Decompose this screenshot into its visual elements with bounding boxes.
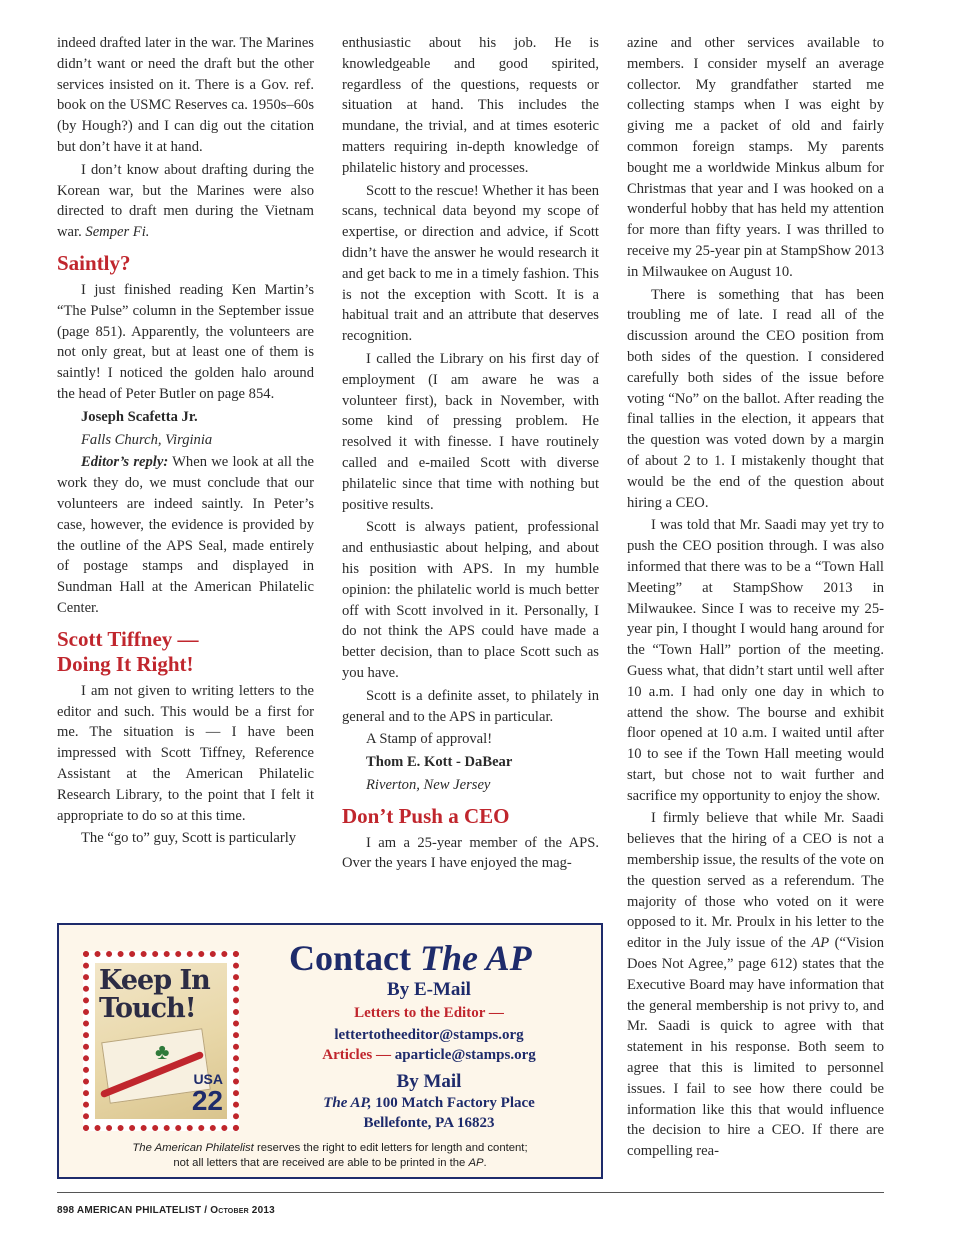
mail-address-line1: The AP, 100 Match Factory Place bbox=[323, 1095, 535, 1111]
footer-rule bbox=[57, 1192, 884, 1193]
editor-reply-label: Editor’s reply: bbox=[81, 454, 169, 471]
paragraph: Scott is always patient, professional and enthusiastic about helping, and about his position with APS. In my humble opinion: the philatelic world is much better off with Scott involved in it. Personally, I do not think the APS could have made a better decision, than to place Scott such as you have. bbox=[342, 519, 599, 681]
paragraph: enthusiastic about his job. He is knowledgeable and good spirited, regardless of the questions, requests or situation at hand. This includes the mundane, the trivial, and at times esoteric matters requiring in-depth knowledge of philatelic history and processes. bbox=[342, 35, 599, 176]
paragraph: There is something that has been troubling me of late. I read all of the discussion around the CEO position from both sides of the question. I considered carefully both sides of the issue before voting “No” on the ballot. After reading the final tallies in the election, it appears that the question was voted down by a margin of about 2 to 1. I mistakenly thought that would be the end of the question about hiring a CEO. bbox=[627, 286, 884, 511]
page-number: 898 bbox=[57, 1205, 75, 1216]
paragraph: I firmly believe that while Mr. Saadi believes that the hiring of a CEO is not a membership issue, the results of the vote on the question served as a referendum. The majority of those who voted on it were opposed to it. Mr. Proulx in his letter to the editor in the July issue of the AP (“Vision Does Not Agree,” page 612) states that the Executive Board may have information that the general membership is not privy to, and Mr. Saadi is quick to agree with that statement in his response. Both seem to agree that this is limited to personnel issues. I fail to see how there could be information like this that would influence the decision to hire a CEO. If there are compelling rea- bbox=[627, 810, 884, 1160]
contact-title: Contact The AP bbox=[289, 938, 532, 978]
signature-place: Riverton, New Jersey bbox=[366, 776, 491, 793]
paragraph: I don’t know about drafting during the Korean war, but the Marines were also directed to draft men during the Vietnam war. Semper Fi. bbox=[57, 161, 314, 241]
paragraph: I am not given to writing letters to the editor and such. This would be a first for me. The situation is — I have been impressed with Scott Tiffney, Reference Assistant at the American Philatelic Research Library, to the point that I felt it appropriate to do so at this time. bbox=[57, 682, 314, 824]
editor-reply: Editor’s reply: When we look at all the work they do, we must conclude that our volunteers are indeed saintly. In Peter’s case, however, the evidence is provided by the outline of the APS Seal, made entirely of postage stamps and displayed in Sundman Hall at the American Philatelic Center. bbox=[57, 454, 315, 616]
signature-name: Thom E. Kott - DaBear bbox=[366, 754, 513, 771]
column-1 bbox=[57, 33, 314, 851]
keep-in-touch-stamp bbox=[83, 951, 239, 1131]
paragraph: The “go to” guy, Scott is particularly bbox=[81, 830, 297, 847]
paragraph: I called the Library on his first day of employment (I am aware he was a volunteer first), back in November, with some kind of pressing problem. He resolved it with finesse. I have routinely called and e-mailed Scott with diverse philatelic since that time with nothing but positive results. bbox=[342, 350, 599, 513]
articles-line bbox=[259, 1047, 599, 1064]
column-2 bbox=[342, 33, 599, 876]
paragraph: I am a 25-year member of the APS. Over the years I have enjoyed the mag- bbox=[342, 834, 599, 872]
stamp-denomination: USA 22 bbox=[191, 1071, 223, 1116]
paragraph: I just finished reading Ken Martin’s “The Pulse” column in the September issue (page 851). Apparently, the volunteers are not only great, but at least one of them is saintly! I noticed the golden halo around the head of Peter Butler on page 854. bbox=[57, 281, 314, 402]
disclaimer: The American Philatelist reserves the right to edit letters for length and content; not all letters that are received are able to be printed in the AP. bbox=[132, 1142, 528, 1169]
paragraph: indeed drafted later in the war. The Marines didn’t want or need the draft but the other services insisted on it. There is a Gov. ref. book on the USMC Reserves ca. 1950s–60s (by Hough?) and I can dig out the citation but don’t have it at hand. bbox=[57, 35, 314, 155]
by-mail-heading: By Mail bbox=[396, 1071, 462, 1092]
heading-scott-tiffney: Scott Tiffney — Doing It Right! bbox=[57, 626, 199, 676]
heading-dont-push-ceo: Don’t Push a CEO bbox=[342, 803, 510, 828]
paragraph: Scott is a definite asset, to philately in general and to the APS in particular. bbox=[342, 687, 599, 725]
publication-name: AMERICAN PHILATELIST bbox=[76, 1205, 202, 1216]
by-email-heading: By E-Mail bbox=[387, 979, 471, 1000]
signature-name: Joseph Scafetta Jr. bbox=[81, 408, 198, 425]
page-footer: 898 AMERICAN PHILATELIST / October 2013 bbox=[57, 1205, 275, 1216]
letters-email-link[interactable]: lettertotheeditor@stamps.org bbox=[334, 1027, 524, 1043]
semper-fi: Semper Fi. bbox=[85, 224, 150, 241]
letters-label: Letters to the Editor — bbox=[354, 1005, 504, 1021]
paragraph: I was told that Mr. Saadi may yet try to push the CEO position through. I was also informed that there was to be a “Town Hall Meeting” at StampShow 2013 in Milwaukee. Since I was to receive my 25-year pin, I thought I would hang around for the “Town Hall” portion of the meeting. Guess what, that didn’t start until well after 10 a.m. I had only one day in which to attend the show. The bourse and exhibit floor opened at 10 a.m. I waited until after 10 to see if the Town Hall meeting would start, but chose not to wait further and sacrifice my opportunity to enjoy the show. bbox=[627, 517, 884, 804]
articles-label: Articles — bbox=[322, 1047, 391, 1063]
paragraph: Scott to the rescue! Whether it has been scans, technical data beyond my scope of expertise, or direction and advice, if Scott didn’t have the answer he would research it and get back to me in a timely fashion. This is not the exception with Scott. It is a habitual trait and an attribute that deserves recognition. bbox=[342, 182, 599, 345]
paragraph: azine and other services available to members. I consider myself an average collector. My grandfather started me collecting stamps when I was eight by giving me a packet of old and fairly common foreign stamps. My parents bought me a worldwide Minkus album for Christmas that year and I was hooked on a wonderful hobby that has held my attention for more than fifty years. I was thrilled to receive my 25-year pin at StampShow 2013 in Milwaukee on August 10. bbox=[627, 35, 884, 280]
signature-place: Falls Church, Virginia bbox=[81, 431, 213, 448]
articles-email-link[interactable]: aparticle@stamps.org bbox=[394, 1047, 536, 1063]
column-3 bbox=[627, 33, 884, 1164]
issue-date: October 2013 bbox=[210, 1205, 275, 1216]
clover-icon: ♣ bbox=[155, 1039, 170, 1064]
mail-address-line2: Bellefonte, PA 16823 bbox=[363, 1115, 495, 1131]
contact-the-ap-box bbox=[57, 923, 603, 1179]
paragraph: A Stamp of approval! bbox=[366, 731, 493, 748]
heading-saintly: Saintly? bbox=[57, 250, 131, 275]
stamp-text: Keep In Touch! bbox=[99, 965, 210, 1024]
